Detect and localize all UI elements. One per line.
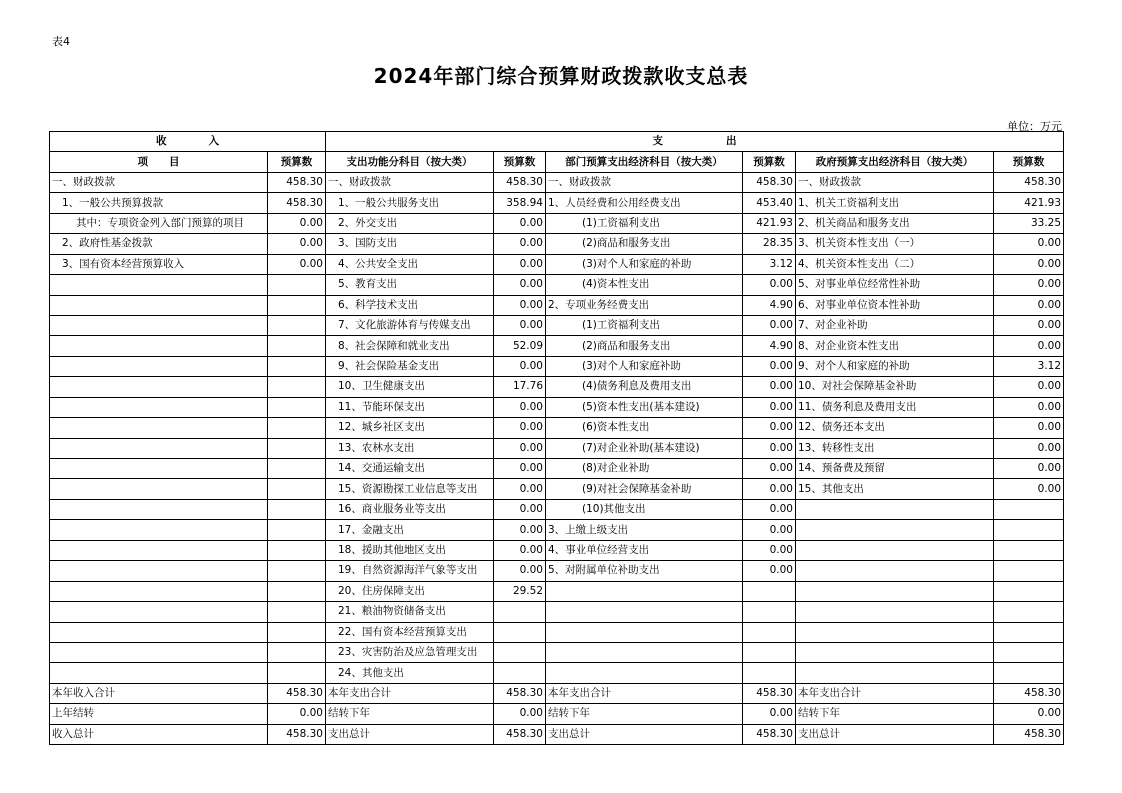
func-value-cell: [494, 602, 546, 622]
income-item-cell: [50, 418, 268, 438]
income-value-cell: [268, 663, 326, 683]
dept-item-cell: (1)工资福利支出: [546, 213, 743, 233]
income-item-cell: 收入总计: [50, 724, 268, 744]
income-item-cell: [50, 602, 268, 622]
dept-item-cell: [546, 663, 743, 683]
gov-item-cell: 3、机关资本性支出（一）: [796, 234, 994, 254]
gov-value-cell: 0.00: [994, 336, 1064, 356]
func-item-cell: 22、国有资本经营预算支出: [326, 622, 494, 642]
income-item-cell: [50, 377, 268, 397]
gov-item-cell: 8、对企业资本性支出: [796, 336, 994, 356]
table-row: [50, 193, 1064, 213]
gov-value-cell: 0.00: [994, 234, 1064, 254]
table-row: [50, 254, 1064, 274]
table-row: [50, 540, 1064, 560]
dept-value-cell: 4.90: [743, 336, 796, 356]
func-value-cell: 358.94: [494, 193, 546, 213]
gov-item-cell: [796, 642, 994, 662]
dept-value-cell: 0.00: [743, 561, 796, 581]
income-item-cell: [50, 275, 268, 295]
gov-value-cell: 0.00: [994, 315, 1064, 335]
func-item-cell: 18、援助其他地区支出: [326, 540, 494, 560]
func-value-cell: 458.30: [494, 683, 546, 703]
func-item-cell: 19、自然资源海洋气象等支出: [326, 561, 494, 581]
dept-item-cell: [546, 602, 743, 622]
dept-budget-header: 预算数: [743, 152, 796, 172]
income-value-cell: 458.30: [268, 683, 326, 703]
gov-value-cell: 0.00: [994, 459, 1064, 479]
dept-value-cell: [743, 622, 796, 642]
table-row: [50, 704, 1064, 724]
func-value-cell: 17.76: [494, 377, 546, 397]
func-item-cell: 20、住房保障支出: [326, 581, 494, 601]
gov-item-cell: [796, 561, 994, 581]
func-value-cell: 0.00: [494, 540, 546, 560]
income-value-cell: [268, 397, 326, 417]
income-item-cell: [50, 540, 268, 560]
income-value-cell: 0.00: [268, 234, 326, 254]
table-row: [50, 581, 1064, 601]
income-value-cell: 0.00: [268, 704, 326, 724]
dept-value-cell: 458.30: [743, 724, 796, 744]
func-item-cell: 14、交通运输支出: [326, 459, 494, 479]
func-value-cell: 0.00: [494, 254, 546, 274]
income-item-cell: [50, 520, 268, 540]
func-item-cell: 10、卫生健康支出: [326, 377, 494, 397]
func-item-cell: 4、公共安全支出: [326, 254, 494, 274]
gov-value-cell: 0.00: [994, 438, 1064, 458]
gov-value-cell: [994, 581, 1064, 601]
income-item-cell: [50, 622, 268, 642]
gov-value-cell: 0.00: [994, 377, 1064, 397]
gov-item-cell: 6、对事业单位资本性补助: [796, 295, 994, 315]
income-item-cell: [50, 479, 268, 499]
income-item-cell: [50, 499, 268, 519]
dept-value-cell: 0.00: [743, 356, 796, 376]
gov-value-cell: [994, 499, 1064, 519]
gov-value-cell: 33.25: [994, 213, 1064, 233]
dept-value-cell: 28.35: [743, 234, 796, 254]
gov-value-cell: 0.00: [994, 254, 1064, 274]
dept-item-cell: 本年支出合计: [546, 683, 743, 703]
income-item-cell: [50, 663, 268, 683]
dept-value-cell: 421.93: [743, 213, 796, 233]
gov-item-cell: 14、预备费及预留: [796, 459, 994, 479]
table-row: [50, 172, 1064, 192]
dept-item-cell: [546, 642, 743, 662]
income-item-cell: 1、一般公共预算拨款: [50, 193, 268, 213]
func-value-cell: 0.00: [494, 520, 546, 540]
table-body: [50, 172, 1064, 744]
func-budget-header: 预算数: [494, 152, 546, 172]
dept-value-cell: 453.40: [743, 193, 796, 213]
dept-item-cell: (2)商品和服务支出: [546, 336, 743, 356]
income-value-cell: 0.00: [268, 254, 326, 274]
func-item-cell: 5、教育支出: [326, 275, 494, 295]
table-row: [50, 683, 1064, 703]
dept-item-cell: (7)对企业补助(基本建设): [546, 438, 743, 458]
table-row: [50, 642, 1064, 662]
table-row: [50, 234, 1064, 254]
func-value-cell: 0.00: [494, 295, 546, 315]
income-value-cell: [268, 622, 326, 642]
table-row: [50, 459, 1064, 479]
gov-value-cell: [994, 561, 1064, 581]
table-number: 表4: [52, 35, 70, 48]
dept-value-cell: 0.00: [743, 438, 796, 458]
func-value-cell: 458.30: [494, 724, 546, 744]
income-item-cell: [50, 561, 268, 581]
func-item-cell: 7、文化旅游体育与传媒支出: [326, 315, 494, 335]
income-value-cell: [268, 581, 326, 601]
gov-item-cell: 15、其他支出: [796, 479, 994, 499]
dept-item-cell: (10)其他支出: [546, 499, 743, 519]
dept-item-cell: 5、对附属单位补助支出: [546, 561, 743, 581]
income-item-cell: [50, 315, 268, 335]
gov-value-cell: 0.00: [994, 704, 1064, 724]
func-item-cell: 23、灾害防治及应急管理支出: [326, 642, 494, 662]
table-row: [50, 622, 1064, 642]
table-row: [50, 520, 1064, 540]
gov-item-cell: 2、机关商品和服务支出: [796, 213, 994, 233]
dept-value-cell: 0.00: [743, 377, 796, 397]
income-item-cell: [50, 642, 268, 662]
dept-value-cell: 0.00: [743, 397, 796, 417]
table-row: [50, 438, 1064, 458]
income-item-cell: [50, 356, 268, 376]
gov-value-cell: 0.00: [994, 418, 1064, 438]
gov-value-cell: 0.00: [994, 479, 1064, 499]
dept-econ-header: 部门预算支出经济科目（按大类）: [546, 152, 743, 172]
income-value-cell: [268, 377, 326, 397]
dept-item-cell: (4)债务利息及费用支出: [546, 377, 743, 397]
table-row: [50, 663, 1064, 683]
func-value-cell: 0.00: [494, 397, 546, 417]
income-item-cell: 2、政府性基金拨款: [50, 234, 268, 254]
func-item-cell: 一、财政拨款: [326, 172, 494, 192]
income-value-cell: [268, 438, 326, 458]
gov-value-cell: 458.30: [994, 683, 1064, 703]
gov-value-cell: [994, 622, 1064, 642]
func-value-cell: 52.09: [494, 336, 546, 356]
dept-value-cell: [743, 663, 796, 683]
func-class-header: 支出功能分科目（按大类）: [326, 152, 494, 172]
income-value-cell: [268, 275, 326, 295]
table-row: [50, 356, 1064, 376]
dept-value-cell: [743, 581, 796, 601]
dept-item-cell: (2)商品和服务支出: [546, 234, 743, 254]
func-value-cell: 0.00: [494, 356, 546, 376]
dept-item-cell: 1、人员经费和公用经费支出: [546, 193, 743, 213]
dept-item-cell: 支出总计: [546, 724, 743, 744]
gov-value-cell: 421.93: [994, 193, 1064, 213]
table-row: [50, 724, 1064, 744]
table-row: [50, 561, 1064, 581]
income-item-cell: [50, 336, 268, 356]
income-value-cell: [268, 459, 326, 479]
gov-item-cell: 12、债务还本支出: [796, 418, 994, 438]
dept-value-cell: 0.00: [743, 418, 796, 438]
page-title: 2024年部门综合预算财政拨款收支总表: [373, 64, 749, 88]
income-value-cell: [268, 315, 326, 335]
income-item-cell: [50, 397, 268, 417]
income-value-cell: [268, 642, 326, 662]
dept-value-cell: 0.00: [743, 540, 796, 560]
dept-value-cell: 0.00: [743, 704, 796, 724]
table-row: [50, 275, 1064, 295]
dept-item-cell: 3、上缴上级支出: [546, 520, 743, 540]
func-value-cell: 0.00: [494, 499, 546, 519]
income-item-cell: [50, 438, 268, 458]
gov-item-cell: 本年支出合计: [796, 683, 994, 703]
gov-item-cell: [796, 581, 994, 601]
dept-value-cell: 0.00: [743, 479, 796, 499]
func-item-cell: 9、社会保险基金支出: [326, 356, 494, 376]
table-row: [50, 336, 1064, 356]
func-value-cell: 0.00: [494, 459, 546, 479]
income-value-cell: [268, 602, 326, 622]
table-row: [50, 479, 1064, 499]
dept-item-cell: 结转下年: [546, 704, 743, 724]
dept-item-cell: (1)工资福利支出: [546, 315, 743, 335]
income-value-cell: [268, 540, 326, 560]
dept-item-cell: [546, 622, 743, 642]
gov-value-cell: [994, 663, 1064, 683]
income-value-cell: 0.00: [268, 213, 326, 233]
gov-item-cell: 4、机关资本性支出（二）: [796, 254, 994, 274]
func-value-cell: 29.52: [494, 581, 546, 601]
table-row: [50, 397, 1064, 417]
func-item-cell: 本年支出合计: [326, 683, 494, 703]
gov-item-cell: 结转下年: [796, 704, 994, 724]
func-item-cell: 15、资源勘探工业信息等支出: [326, 479, 494, 499]
income-item-cell: [50, 295, 268, 315]
income-header: 收 入: [50, 132, 326, 152]
header-row-1: [50, 132, 1064, 152]
income-item-cell: 其中：专项资金列入部门预算的项目: [50, 213, 268, 233]
dept-item-cell: (6)资本性支出: [546, 418, 743, 438]
func-value-cell: 0.00: [494, 213, 546, 233]
func-item-cell: 支出总计: [326, 724, 494, 744]
gov-value-cell: 458.30: [994, 724, 1064, 744]
dept-value-cell: 4.90: [743, 295, 796, 315]
func-item-cell: 3、国防支出: [326, 234, 494, 254]
func-value-cell: 458.30: [494, 172, 546, 192]
func-value-cell: [494, 642, 546, 662]
gov-item-cell: 11、债务利息及费用支出: [796, 397, 994, 417]
dept-item-cell: (9)对社会保障基金补助: [546, 479, 743, 499]
gov-item-cell: 一、财政拨款: [796, 172, 994, 192]
gov-item-cell: [796, 499, 994, 519]
table-row: [50, 315, 1064, 335]
gov-item-cell: [796, 663, 994, 683]
dept-item-cell: (3)对个人和家庭的补助: [546, 254, 743, 274]
func-value-cell: 0.00: [494, 275, 546, 295]
func-item-cell: 12、城乡社区支出: [326, 418, 494, 438]
gov-item-cell: [796, 622, 994, 642]
gov-item-cell: 7、对企业补助: [796, 315, 994, 335]
dept-value-cell: 0.00: [743, 459, 796, 479]
func-item-cell: 结转下年: [326, 704, 494, 724]
func-item-cell: 8、社会保障和就业支出: [326, 336, 494, 356]
dept-item-cell: (8)对企业补助: [546, 459, 743, 479]
dept-value-cell: 0.00: [743, 499, 796, 519]
func-item-cell: 21、粮油物资储备支出: [326, 602, 494, 622]
income-value-cell: 458.30: [268, 172, 326, 192]
gov-budget-header: 预算数: [994, 152, 1064, 172]
table-row: [50, 295, 1064, 315]
dept-value-cell: 3.12: [743, 254, 796, 274]
income-budget-header: 预算数: [268, 152, 326, 172]
income-value-cell: 458.30: [268, 724, 326, 744]
func-item-cell: 13、农林水支出: [326, 438, 494, 458]
header-row-2: [50, 152, 1064, 172]
income-item-cell: 上年结转: [50, 704, 268, 724]
income-value-cell: [268, 499, 326, 519]
dept-value-cell: 0.00: [743, 315, 796, 335]
func-value-cell: 0.00: [494, 704, 546, 724]
gov-item-cell: 13、转移性支出: [796, 438, 994, 458]
income-value-cell: [268, 336, 326, 356]
table-row: [50, 499, 1064, 519]
func-value-cell: 0.00: [494, 561, 546, 581]
gov-item-cell: [796, 602, 994, 622]
func-value-cell: 0.00: [494, 315, 546, 335]
income-item-cell: 3、国有资本经营预算收入: [50, 254, 268, 274]
func-value-cell: 0.00: [494, 438, 546, 458]
gov-item-cell: [796, 540, 994, 560]
dept-item-cell: (4)资本性支出: [546, 275, 743, 295]
func-value-cell: [494, 622, 546, 642]
income-item-cell: 本年收入合计: [50, 683, 268, 703]
gov-value-cell: [994, 520, 1064, 540]
gov-econ-header: 政府预算支出经济科目（按大类）: [796, 152, 994, 172]
gov-item-cell: [796, 520, 994, 540]
unit-label: 单位：万元: [1007, 120, 1062, 133]
dept-value-cell: 458.30: [743, 172, 796, 192]
func-value-cell: 0.00: [494, 234, 546, 254]
gov-value-cell: [994, 642, 1064, 662]
gov-item-cell: 5、对事业单位经常性补助: [796, 275, 994, 295]
gov-value-cell: 0.00: [994, 295, 1064, 315]
func-value-cell: 0.00: [494, 479, 546, 499]
dept-item-cell: 一、财政拨款: [546, 172, 743, 192]
income-item-header: 项 目: [50, 152, 268, 172]
func-item-cell: 1、一般公共服务支出: [326, 193, 494, 213]
table-row: [50, 602, 1064, 622]
dept-value-cell: 0.00: [743, 275, 796, 295]
func-value-cell: [494, 663, 546, 683]
table-row: [50, 213, 1064, 233]
income-value-cell: [268, 356, 326, 376]
table-row: [50, 377, 1064, 397]
dept-value-cell: 0.00: [743, 520, 796, 540]
income-value-cell: [268, 561, 326, 581]
gov-value-cell: 458.30: [994, 172, 1064, 192]
func-item-cell: 2、外交支出: [326, 213, 494, 233]
income-item-cell: [50, 459, 268, 479]
gov-value-cell: [994, 540, 1064, 560]
dept-value-cell: 458.30: [743, 683, 796, 703]
expense-header: 支 出: [326, 132, 1064, 152]
gov-item-cell: 9、对个人和家庭的补助: [796, 356, 994, 376]
gov-value-cell: 3.12: [994, 356, 1064, 376]
gov-value-cell: 0.00: [994, 275, 1064, 295]
income-item-cell: [50, 581, 268, 601]
func-item-cell: 24、其他支出: [326, 663, 494, 683]
gov-item-cell: 支出总计: [796, 724, 994, 744]
gov-value-cell: [994, 602, 1064, 622]
income-value-cell: [268, 418, 326, 438]
income-item-cell: 一、财政拨款: [50, 172, 268, 192]
income-value-cell: [268, 479, 326, 499]
func-value-cell: 0.00: [494, 418, 546, 438]
income-value-cell: [268, 520, 326, 540]
table-row: [50, 418, 1064, 438]
dept-item-cell: 2、专项业务经费支出: [546, 295, 743, 315]
income-value-cell: [268, 295, 326, 315]
dept-item-cell: 4、事业单位经营支出: [546, 540, 743, 560]
budget-table: [49, 131, 1064, 745]
gov-value-cell: 0.00: [994, 397, 1064, 417]
dept-item-cell: (3)对个人和家庭补助: [546, 356, 743, 376]
dept-item-cell: (5)资本性支出(基本建设): [546, 397, 743, 417]
dept-value-cell: [743, 642, 796, 662]
func-item-cell: 16、商业服务业等支出: [326, 499, 494, 519]
income-value-cell: 458.30: [268, 193, 326, 213]
func-item-cell: 11、节能环保支出: [326, 397, 494, 417]
func-item-cell: 17、金融支出: [326, 520, 494, 540]
dept-item-cell: [546, 581, 743, 601]
dept-value-cell: [743, 602, 796, 622]
gov-item-cell: 1、机关工资福利支出: [796, 193, 994, 213]
func-item-cell: 6、科学技术支出: [326, 295, 494, 315]
gov-item-cell: 10、对社会保障基金补助: [796, 377, 994, 397]
